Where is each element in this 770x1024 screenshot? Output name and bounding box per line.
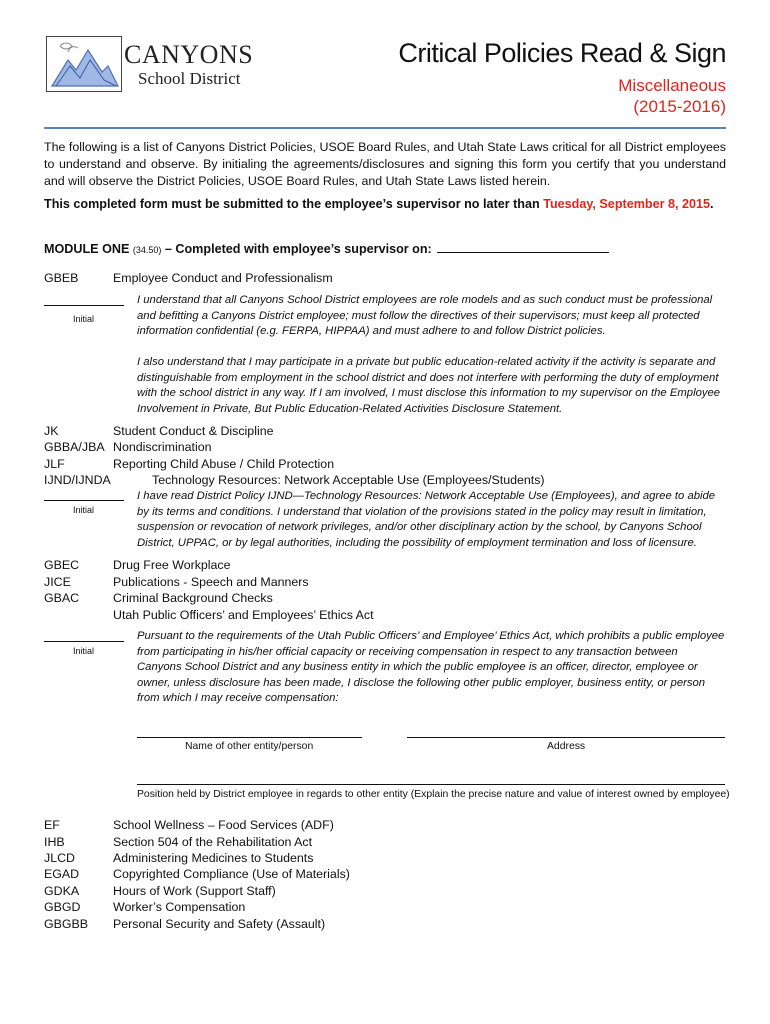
deadline-end: . xyxy=(710,197,714,211)
policy-title: Section 504 of the Rehabilitation Act xyxy=(113,835,313,849)
deadline-text: This completed form must be submitted to the employee’s supervisor no later than xyxy=(44,197,544,211)
policy-title: Worker’s Compensation xyxy=(113,900,246,914)
logo-subtitle: School District xyxy=(138,69,241,88)
module-label: MODULE ONE xyxy=(44,242,130,256)
policy-title: Nondiscrimination xyxy=(113,440,212,454)
policy-title: Utah Public Officers’ and Employees’ Ethics Act xyxy=(113,608,374,622)
policy-title: Employee Conduct and Professionalism xyxy=(113,271,333,285)
module-heading xyxy=(44,240,609,256)
initial-label: Initial xyxy=(73,505,95,515)
policy-title: Administering Medicines to Students xyxy=(113,851,314,865)
policy-code: IJND/IJNDA xyxy=(44,473,111,487)
initial-field-1[interactable] xyxy=(44,305,124,306)
policy-code: JLF xyxy=(44,457,65,471)
policy-code: GBGBB xyxy=(44,917,89,931)
module-text: – Completed with employee’s supervisor on: xyxy=(161,242,436,256)
initial-label: Initial xyxy=(73,646,95,656)
policy-title: School Wellness – Food Services (ADF) xyxy=(113,818,334,832)
policy-code: EF xyxy=(44,818,60,832)
entity-name-field[interactable] xyxy=(137,737,362,738)
entity-name-label: Name of other entity/person xyxy=(185,741,314,752)
deadline-date: Tuesday, September 8, 2015 xyxy=(543,197,711,211)
policy-code: GBAC xyxy=(44,591,80,605)
private-activity-agreement: I also understand that I may participate in a private but public education-related activity if the activity is separate and distinguishable from employment in the school district and does not interfere with performing the duty of employment with the school district in any way. If I am involved, I must disclose this information to my supervisor on the Employee Involvement in Private, But Public Education-Related Activities Disclosure Statement. xyxy=(137,356,721,415)
policy-code: GBGD xyxy=(44,900,81,914)
policy-title: Publications - Speech and Manners xyxy=(113,575,309,589)
initial-field-2[interactable] xyxy=(44,500,124,501)
initial-label: Initial xyxy=(73,314,95,324)
policy-code: GDKA xyxy=(44,884,80,898)
policy-title: Hours of Work (Support Staff) xyxy=(113,884,276,898)
subtitle-year: (2015-2016) xyxy=(633,97,726,116)
page-title: Critical Policies Read & Sign xyxy=(398,38,726,68)
policy-title: Student Conduct & Discipline xyxy=(113,424,274,438)
position-field[interactable] xyxy=(137,784,725,785)
policy-code: JK xyxy=(44,424,59,438)
canyons-logo-icon xyxy=(46,36,122,92)
policy-title: Drug Free Workplace xyxy=(113,558,231,572)
policy-title: Criminal Background Checks xyxy=(113,591,273,605)
intro-paragraph: The following is a list of Canyons District Policies, USOE Board Rules, and Utah State Laws critical for all District employees to understand and observe. By initialing the agreements/disclosures and signing this form you certify that you understand and will observe the District Policies, USOE Board Rules, and Utah State Laws listed herein. xyxy=(44,140,726,188)
conduct-agreement: I understand that all Canyons School District employees are role models and as such conduct must be professional and befitting a Canyons District employee; must follow the directives of their supervisors; must keep all protected information confidential (e.g. FERPA, HIPPAA) and must adhere to and follow District policies. xyxy=(137,294,713,338)
policy-code: IHB xyxy=(44,835,65,849)
policy-title: Copyrighted Compliance (Use of Materials) xyxy=(113,867,350,881)
policy-code: GBEB xyxy=(44,271,79,285)
policy-code: EGAD xyxy=(44,867,80,881)
policy-code: GBBA/JBA xyxy=(44,440,105,454)
deadline-notice xyxy=(44,197,714,211)
logo-name: CANYONS xyxy=(124,40,254,69)
technology-agreement: I have read District Policy IJND—Technology Resources: Network Acceptable Use (Employees), and agree to abide by its terms and conditions. I understand that violation of the provisions stated in the policy may result in limitation, suspension or revocation of network privileges, and/or other disciplinary action by the school, by Canyons School District, UPPAC, or by legal authorities, including the possibility of employment termination and loss of licensure. xyxy=(137,490,716,549)
page-subtitle xyxy=(618,75,726,117)
address-field[interactable] xyxy=(407,737,725,738)
policy-title: Technology Resources: Network Acceptable Use (Employees/Students) xyxy=(152,473,545,487)
supervisor-date-field[interactable] xyxy=(437,240,609,253)
policy-title: Reporting Child Abuse / Child Protection xyxy=(113,457,335,471)
ethics-disclosure: Pursuant to the requirements of the Utah Public Officers’ and Employee’ Ethics Act, which prohibits a public employee from participating in his/her official capacity or receiving compensation in respect to any transaction between Canyons School District and any business entity in which the public employee is an officer, director, employee or owner, unless disclosure has been made, I disclose the following other public employer, business entity, or person from which I may receive compensation: xyxy=(137,630,725,705)
initial-field-3[interactable] xyxy=(44,641,124,642)
module-code: (34.50) xyxy=(132,245,162,255)
address-label: Address xyxy=(547,741,586,752)
policy-title: Personal Security and Safety (Assault) xyxy=(113,917,326,931)
policy-code: GBEC xyxy=(44,558,80,572)
policy-code: JICE xyxy=(44,575,71,589)
position-label: Position held by District employee in regards to other entity (Explain the precise nature and value of interest owned by employee) xyxy=(137,789,730,800)
subtitle-category: Miscellaneous xyxy=(618,76,726,95)
policy-code: JLCD xyxy=(44,851,75,865)
header-divider xyxy=(44,127,726,129)
